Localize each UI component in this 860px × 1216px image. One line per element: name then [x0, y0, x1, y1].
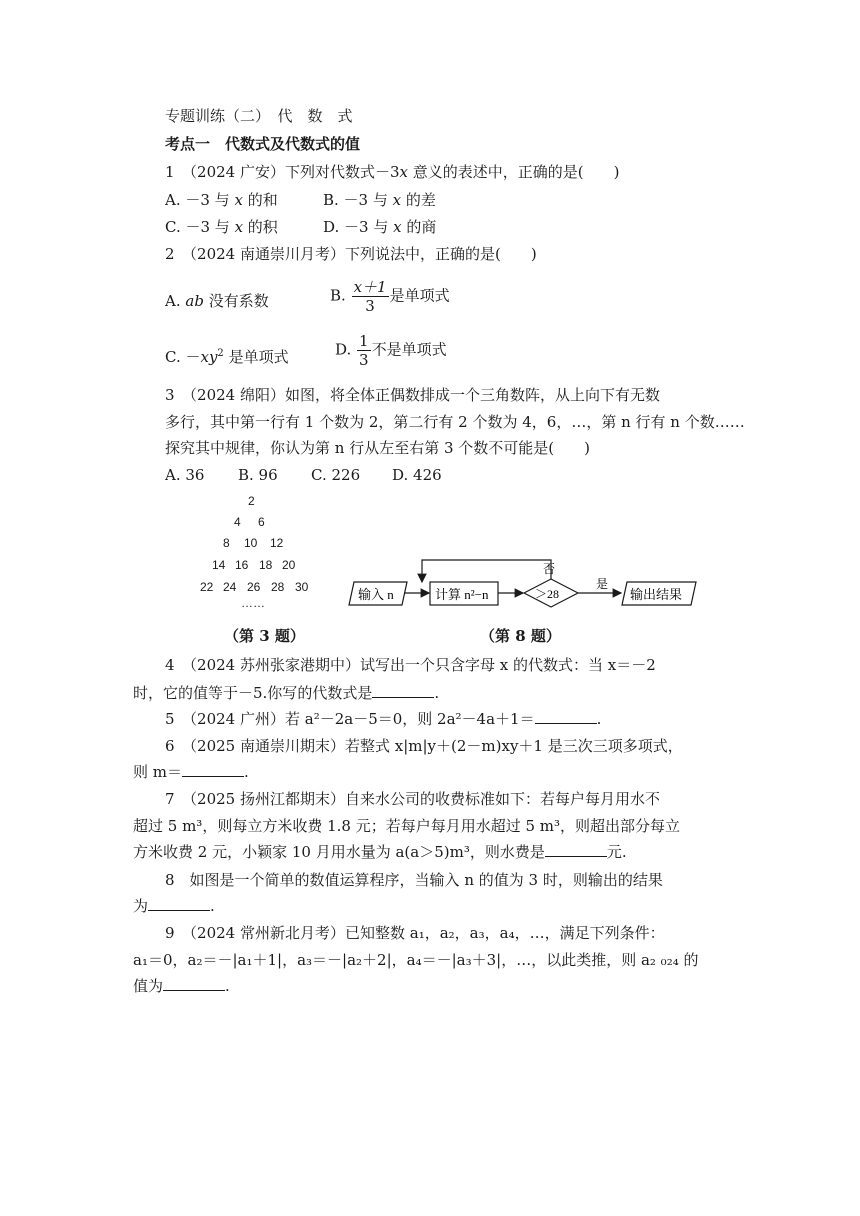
triangle-number: 12: [270, 536, 284, 550]
triangle-number: 8: [223, 536, 230, 550]
question-2-stem: 2 （2024 南通崇川月考）下列说法中，正确的是( ): [165, 245, 537, 263]
answer-blank: [182, 762, 244, 777]
question-6-line-1: 6 （2025 南通崇川期末）若整式 x|m|y＋(2－m)xy＋1 是三次三项多项式，: [165, 737, 683, 755]
question-2-option-d: D. $\frac{1}{3}$ 不是单项式: [335, 332, 447, 369]
triangle-number: 22: [200, 580, 214, 594]
triangle-number: 14: [212, 558, 226, 572]
question-1-option-c: C. －3 与 x 的积: [165, 218, 278, 236]
question-2-option-c: C. $-xy^2$ 是单项式: [165, 348, 289, 366]
question-9-line-1: 9 （2024 常州新北月考）已知整数 a₁，a₂，a₃，a₄，…，满足下列条件：: [165, 924, 665, 942]
triangle-number: 4: [234, 515, 241, 529]
flow-no-label: 否: [543, 562, 556, 576]
question-3-option-d: D. 426: [392, 466, 442, 484]
flow-yes-label: 是: [596, 577, 609, 591]
question-1-stem: 1 （2024 广安）下列对代数式－3x 意义的表述中，正确的是( ): [165, 163, 620, 181]
question-3-option-c: C. 226: [311, 466, 361, 484]
question-8-line-2: 为 .: [133, 897, 215, 915]
question-7-line-2: 超过 5 m³，则每立方米收费 1.8 元；若每户每月用水超过 5 m³，则超出部分每立: [133, 817, 681, 835]
answer-blank: [163, 976, 225, 991]
triangle-number: 26: [247, 580, 261, 594]
fraction: $\frac{1}{3}$: [359, 332, 369, 369]
triangle-number: 30: [295, 580, 309, 594]
answer-blank: [148, 896, 210, 911]
question-8-line-1: 8 如图是一个简单的数值运算程序，当输入 n 的值为 3 时，则输出的结果: [165, 871, 663, 889]
question-4-line-1: 4 （2024 苏州张家港期中）试写出一个只含字母 x 的代数式：当 x＝－2: [165, 656, 656, 674]
question-7-line-3: 方米收费 2 元，小颖家 10 月用水量为 a(a＞5)m³，则水费是 元.: [133, 843, 627, 861]
triangle-number: 24: [223, 580, 237, 594]
figure-3-caption: （第 3 题）: [224, 627, 305, 645]
triangle-number: 20: [282, 558, 296, 572]
question-5: 5 （2024 广州）若 a²－2a－5＝0，则 2a²－4a＋1＝ .: [165, 710, 602, 728]
section-heading: 考点一 代数式及代数式的值: [165, 135, 361, 153]
question-1-option-b: B. －3 与 x 的差: [323, 191, 436, 209]
flow-output-label: 输出结果: [630, 587, 683, 602]
triangle-number: 18: [259, 558, 273, 572]
question-3-line-1: 3 （2024 绵阳）如图，将全体正偶数排成一个三角数阵，从上向下有无数: [165, 386, 660, 404]
figure-8-caption: （第 8 题）: [480, 627, 561, 645]
question-3-line-2: 多行，其中第一行有 1 个数为 2，第二行有 2 个数为 4，6，…，第 n 行有 n 个数……: [165, 413, 745, 431]
question-9-line-2: a₁＝0，a₂＝－|a₁＋1|，a₃＝－|a₂＋2|，a₄＝－|a₃＋3|，…，以此类推，则 a₂ ₀₂₄ 的: [133, 951, 699, 969]
answer-blank: [545, 842, 607, 857]
flow-loop-arrow: [422, 560, 551, 582]
triangle-number: 16: [235, 558, 249, 572]
fraction: $\frac{x+1}{3}$: [353, 278, 387, 315]
question-7-line-1: 7 （2025 扬州江都期末）自来水公司的收费标准如下：若每户每月用水不: [165, 790, 660, 808]
triangle-number: 2: [248, 494, 255, 508]
question-4-line-2: 时，它的值等于－5.你写的代数式是 .: [133, 684, 440, 702]
flow-decision-label: ＞28: [535, 587, 560, 601]
question-2-option-b: B. $\frac{x+1}{3}$ 是单项式: [330, 278, 450, 315]
answer-blank: [535, 709, 597, 724]
question-6-line-2: 则 m＝ .: [133, 763, 249, 781]
question-2-option-a: A. ab 没有系数: [165, 292, 269, 310]
question-3-option-b: B. 96: [238, 466, 278, 484]
question-1-option-a: A. －3 与 x 的和: [165, 191, 278, 209]
flowchart: [340, 555, 710, 615]
triangle-number: 10: [244, 536, 258, 550]
flow-input-label: 输入 n: [358, 587, 394, 602]
even-number-triangle: [195, 494, 325, 614]
question-9-line-3: 值为 .: [133, 977, 230, 995]
triangle-number: 6: [258, 515, 265, 529]
triangle-ellipsis: ……: [241, 596, 265, 610]
question-3-option-a: A. 36: [165, 466, 205, 484]
question-3-line-3: 探究其中规律，你认为第 n 行从左至右第 3 个数不可能是( ): [165, 439, 590, 457]
flow-compute-label: 计算 n²−n: [435, 587, 489, 602]
question-1-option-d: D. －3 与 x 的商: [323, 218, 437, 236]
answer-blank: [372, 683, 434, 698]
triangle-number: 28: [271, 580, 285, 594]
page-title: 专题训练（二） 代 数 式: [165, 107, 353, 125]
